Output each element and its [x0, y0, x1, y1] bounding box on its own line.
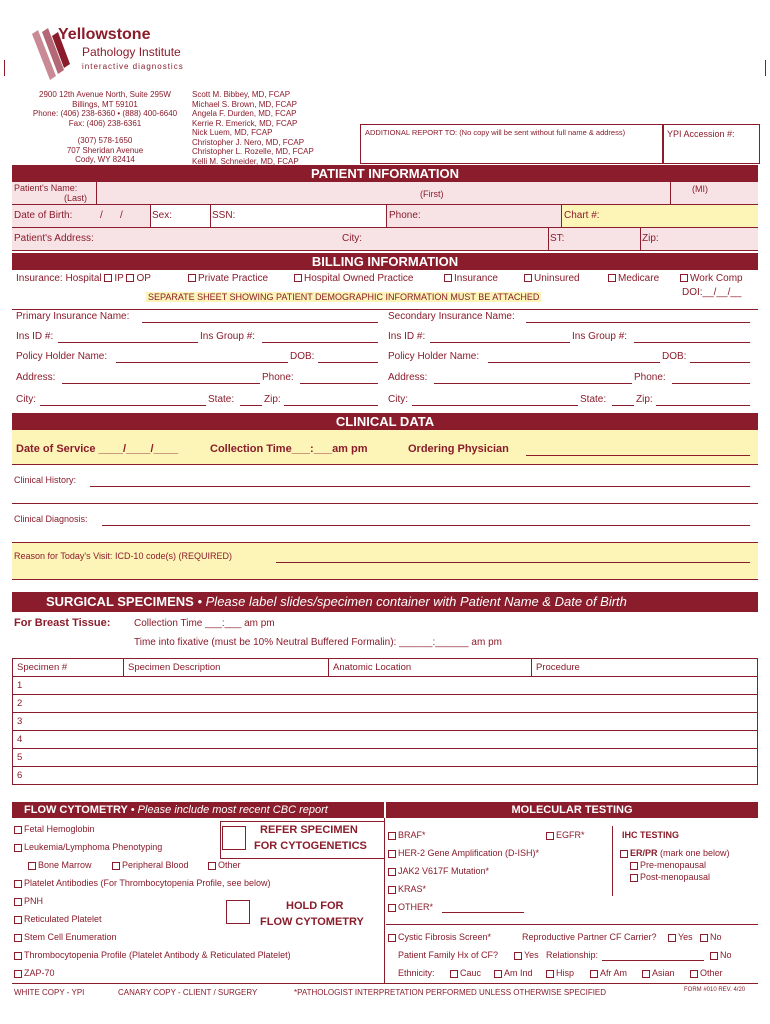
- patient-info-header: PATIENT INFORMATION: [12, 165, 758, 182]
- table-row: 1: [13, 677, 758, 695]
- footer-form-number: FORM #010 REV. 4/20: [684, 987, 746, 993]
- additional-report-box[interactable]: ADDITIONAL REPORT TO: (No copy will be sent without full name & address): [360, 124, 664, 164]
- table-header-row: Specimen # Specimen Description Anatomic Location Procedure: [13, 659, 758, 677]
- flow-header: FLOW CYTOMETRY • Please include most recent CBC report: [12, 802, 384, 818]
- billing-info-header: BILLING INFORMATION: [12, 253, 758, 270]
- footer-white-copy: WHITE COPY - YPI: [14, 988, 85, 997]
- patient-address-row[interactable]: Patient's Address: City: ST: Zip:: [12, 228, 758, 251]
- clinical-diagnosis-row[interactable]: Clinical Diagnosis:: [12, 504, 758, 543]
- logo: [28, 26, 198, 84]
- ypi-accession-box[interactable]: YPI Accession #:: [662, 124, 760, 164]
- patient-name-row[interactable]: Patient's Name: (Last) (First) (MI): [12, 182, 758, 205]
- hold-checkbox: [226, 900, 250, 924]
- molecular-section[interactable]: BRAF* EGFR* HER-2 Gene Amplification (D-ISH)* JAK2 V617F Mutation* KRAS* OTHER* IHC TESTING ER/PR (mark one below) Pre-menopausal Post-menopausal Cystic Fibrosis Screen* Reproductive Partner CF Carrier? Yes No Patient Family Hx of CF? Yes Relationship: No Ethnicity: Cauc Am Ind Hisp Afr Am Asian Other: [386, 820, 758, 984]
- logo-tagline: interactive diagnostics: [82, 62, 184, 71]
- refer-checkbox: [222, 826, 246, 850]
- separate-sheet-note: SEPARATE SHEET SHOWING PATIENT DEMOGRAPHIC INFORMATION MUST BE ATTACHED: [148, 292, 540, 302]
- surgical-header: SURGICAL SPECIMENS • Please label slides/specimen container with Patient Name & Date of Birth: [12, 592, 758, 612]
- doctor-list: Scott M. Bibbey, MD, FCAP Michael S. Brown, MD, FCAP Angela F. Durden, MD, FCAP Kerrie R. Emerick, MD, FCAP Nick Luem, MD, FCAP Christopher J. Nero, MD, FCAP Christopher L. Rozelle, MD, FCAP Kelli M. Schneider, MD, FCAP: [192, 90, 314, 166]
- service-row[interactable]: Date of Service ____/____/____ Collection Time___:___am pm Ordering Physician: [12, 430, 758, 465]
- patient-dob-row[interactable]: Date of Birth: / / Sex: SSN: Phone: Chart #:: [12, 205, 758, 228]
- address-block: 2900 12th Avenue North, Suite 295W Billings, MT 59101 Phone: (406) 238-6360 • (888) 400-6640 Fax: (406) 238-6361 (307) 578-1650 707 Sheridan Avenue Cody, WY 82414: [32, 90, 178, 164]
- table-row: 2: [13, 695, 758, 713]
- footer-canary-copy: CANARY COPY - CLIENT / SURGERY: [118, 988, 258, 997]
- logo-subtitle: Pathology Institute: [82, 45, 181, 59]
- table-row: 4: [13, 731, 758, 749]
- billing-type-row[interactable]: Insurance: Hospital IP OP Private Practice Hospital Owned Practice Insurance Uninsured Medicare Work Comp DOI:__/__/__ SEPARATE SHEET SHOWING PATIENT DEMOGRAPHIC INFORMATION MUST BE ATTACHED: [12, 271, 758, 310]
- footer-pathologist-note: *PATHOLOGIST INTERPRETATION PERFORMED UNLESS OTHERWISE SPECIFIED: [294, 988, 607, 997]
- clinical-data-header: CLINICAL DATA: [12, 413, 758, 430]
- clinical-history-row[interactable]: Clinical History:: [12, 465, 758, 504]
- table-row: 5: [13, 749, 758, 767]
- table-row: 3: [13, 713, 758, 731]
- insurance-fields[interactable]: Primary Insurance Name: Secondary Insurance Name: Ins ID #: Ins Group #: Ins ID #: Ins Group #: Policy Holder Name: DOB: Policy Holder Name: DOB: Address: Phone: Address: Phone: City: State: Zip: City: State: Zip:: [12, 310, 758, 408]
- table-row: 6: [13, 767, 758, 785]
- specimen-table[interactable]: [12, 658, 758, 785]
- molecular-header: MOLECULAR TESTING: [386, 802, 758, 818]
- logo-name: Yellowstone: [58, 26, 151, 43]
- flow-section[interactable]: Fetal Hemoglobin Leukemia/Lymphoma Phenotyping Bone Marrow Peripheral Blood Other REFER SPECIMEN FOR CYTOGENETICS Platelet Antibodies (For Thrombocytopenia Profile, see below) PNH Reticulated Platelet HOLD FOR FLOW CYTOMETRY Stem Cell Enumeration Thrombocytopenia Profile (Platelet Antibody & Reticulated Platelet) ZAP-70: [12, 820, 384, 984]
- reason-row[interactable]: Reason for Today's Visit: ICD-10 code(s) (REQUIRED): [12, 543, 758, 580]
